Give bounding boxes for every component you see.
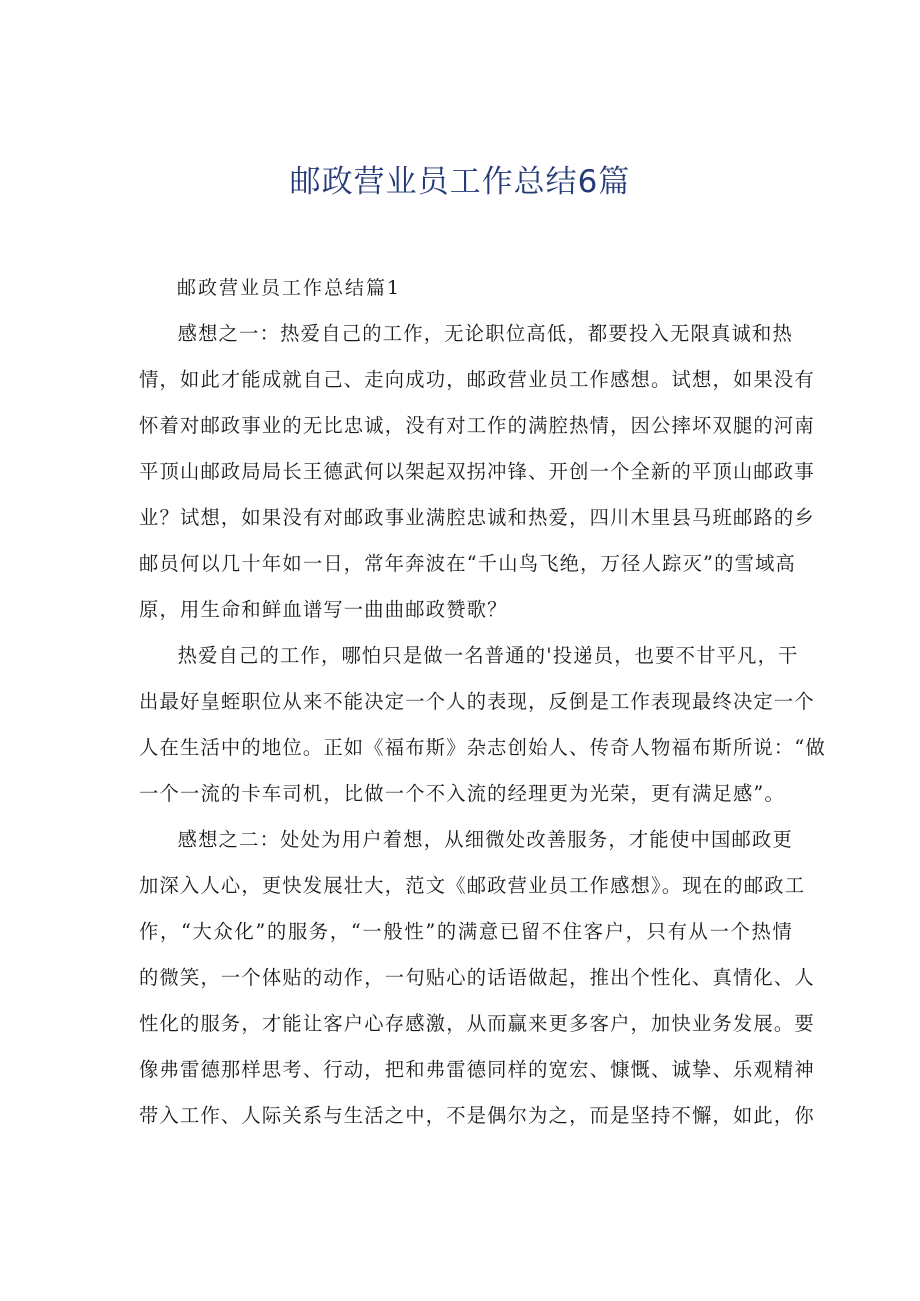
document-body: [139, 265, 826, 1139]
section-heading: 邮政营业员工作总结篇1: [177, 277, 402, 299]
paragraph-3: [139, 817, 815, 1139]
document-title: 邮政营业员工作总结6篇: [289, 164, 631, 200]
paragraph-line: 像弗雷德那样思考、行动，把和弗雷德同样的宽宏、慷慨、诚挚、乐观精神: [139, 1058, 815, 1081]
paragraph-line: 怀着对邮政事业的无比忠诚，没有对工作的满腔热情，因公摔坏双腿的河南: [139, 414, 815, 437]
paragraph-line: 的微笑，一个体贴的动作，一句贴心的话语做起，推出个性化、真情化、人: [139, 966, 815, 989]
paragraph-line: 一个一流的卡车司机，比做一个不入流的经理更为光荣，更有满足感”。: [139, 782, 785, 805]
paragraph-2: [139, 633, 826, 817]
paragraph-line: 感想之一：热爱自己的工作，无论职位高低，都要投入无限真诚和热: [177, 322, 793, 345]
paragraph-line: 热爱自己的工作，哪怕只是做一名普通的'投递员，也要不甘平凡，干: [177, 644, 799, 667]
paragraph-line: 平顶山邮政局局长王德武何以架起双拐冲锋、开创一个全新的平顶山邮政事: [139, 460, 815, 483]
paragraph-line: 感想之二：处处为用户着想，从细微处改善服务，才能使中国邮政更: [177, 828, 793, 851]
paragraph-line: 业？试想，如果没有对邮政事业满腔忠诚和热爱，四川木里县马班邮路的乡: [139, 506, 815, 529]
paragraph-1: [139, 311, 815, 633]
paragraph-line: 出最好皇蛭职位从来不能决定一个人的表现，反倒是工作表现最终决定一个: [139, 690, 815, 713]
paragraph-line: 原，用生命和鲜血谱写一曲曲邮政赞歌？: [139, 598, 508, 621]
paragraph-line: 加深入人心，更快发展壮大，范文《邮政营业员工作感想》。现在的邮政工: [139, 874, 806, 897]
paragraph-line: 带入工作、人际关系与生活之中，不是偶尔为之，而是坚持不懈，如此，你: [139, 1104, 815, 1127]
paragraph-line: 性化的服务，才能让客户心存感激，从而赢来更多客户，加快业务发展。要: [139, 1012, 815, 1035]
paragraph-line: 情，如此才能成就自己、走向成功，邮政营业员工作感想。试想，如果没有: [139, 368, 815, 391]
paragraph-line: 人在生活中的地位。正如《福布斯》杂志创始人、传奇人物福布斯所说：“做: [139, 736, 826, 759]
paragraph-line: 作，“大众化”的服务，“一般性”的满意已留不住客户，只有从一个热情: [139, 920, 793, 943]
paragraph-line: 邮员何以几十年如一日，常年奔波在“千山鸟飞绝，万径人踪灭”的雪域高: [139, 552, 797, 575]
